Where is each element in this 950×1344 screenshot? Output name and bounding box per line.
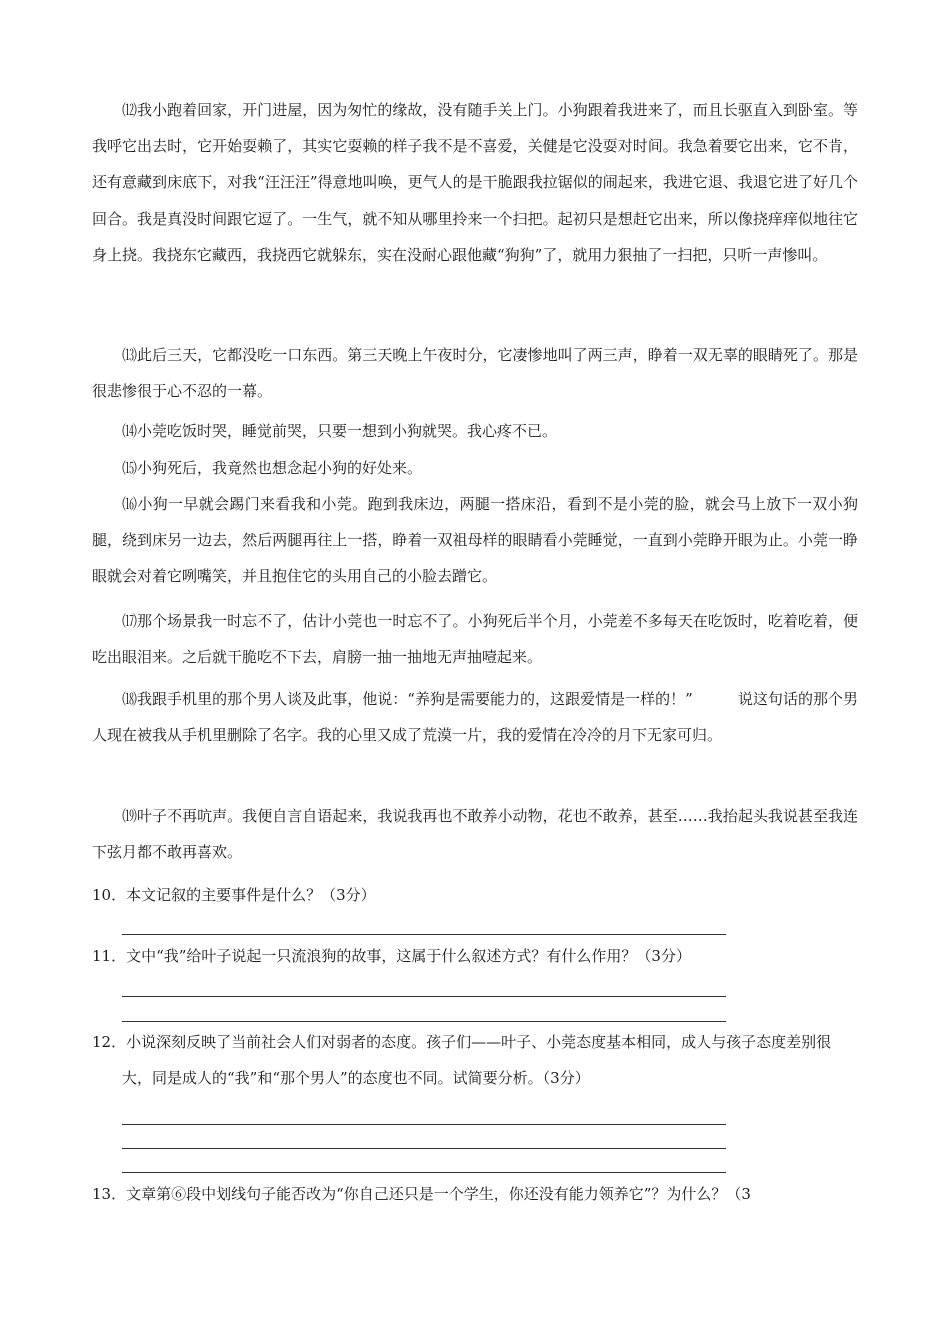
paragraph-17: ⒄那个场景我一时忘不了，估计小莞也一时忘不了。小狗死后半个月，小莞差不多每天在吃饭时，吃着吃着，便吃出眼泪来。之后就干脆吃不下去，肩膀一抽一抽地无声抽噎起来。 [92, 612, 858, 667]
paragraph-13: ⒀此后三天，它都没吃一口东西。第三天晚上午夜时分，它凄惨地叫了两三声，睁着一双无辜的眼睛死了。那是很悲惨很于心不忍的一幕。 [92, 346, 858, 401]
paragraph-12: ⑿我小跑着回家，开门进屋，因为匆忙的缘故，没有随手关上门。小狗跟着我进来了，而且长驱直入到卧室。等我呼它出去时，它开始耍赖了，其实它耍赖的样子我不是不喜爱，关健是它没耍对时间。我急着要它出来，它不肯，还有意藏到床底下，对我“汪汪汪”得意地叫唤，更气人的是干脆跟我拉锯似的闹起来，我进它退、我退它进了好几个回合。我是真没时间跟它逗了。一生气，就不知从哪里拎来一个扫把。起初只是想赶它出来，所以像挠痒痒似地往它身上挠。我挠东它藏西，我挠西它就躲东，实在没耐心跟他藏“狗狗”了，就用力狠抽了一扫把，只听一声惨叫。 [92, 101, 858, 264]
paragraph-14: ⒁小莞吃饭时哭，睡觉前哭，只要一想到小狗就哭。我心疼不已。 [122, 422, 558, 440]
answer-line[interactable] [122, 1124, 726, 1125]
question-13: 13．文章第⑥段中划线句子能否改为“你自己还只是一个学生，你还没有能力领养它”？为什么？（3 [92, 1185, 751, 1203]
answer-line[interactable] [122, 1172, 726, 1173]
paragraph-19: ⒆叶子不再吭声。我便自言自语起来，我说我再也不敢养小动物，花也不敢养，甚至……我抬起头我说甚至我连下弦月都不敢再喜欢。 [92, 807, 858, 862]
paragraph-18: ⒅我跟手机里的那个男人谈及此事，他说：“养狗是需要能力的，这跟爱情是一样的！” 说这句话的那个男人现在被我从手机里删除了名字。我的心里又成了荒漠一片，我的爱情在冷冷的月下无家可归。 [92, 690, 858, 745]
paragraph-16: ⒃小狗一早就会踢门来看我和小莞。跑到我床边，两腿一搭床沿，看到不是小莞的脸，就会马上放下一双小狗腿，绕到床另一边去，然后两腿再往上一搭，睁着一双祖母样的眼睛看小莞睡觉，一直到小莞睁开眼为止。小莞一睁眼就会对着它咧嘴笑，并且抱住它的头用自己的小脸去蹭它。 [92, 495, 858, 586]
question-10: 10．本文记叙的主要事件是什么？（3分） [92, 886, 376, 904]
answer-line[interactable] [122, 1148, 726, 1149]
answer-line[interactable] [122, 934, 726, 935]
question-12: 12．小说深刻反映了当前社会人们对弱者的态度。孩子们——叶子、小莞态度基本相同，成人与孩子态度差别很大，同是成人的“我”和“那个男人”的态度也不同。试简要分析。（3分） [92, 1033, 832, 1087]
question-11: 11．文中“我”给叶子说起一只流浪狗的故事，这属于什么叙述方式？有什么作用？（3分） [92, 947, 691, 965]
answer-line[interactable] [122, 996, 726, 997]
answer-line[interactable] [122, 1021, 726, 1022]
paragraph-15: ⒂小狗死后，我竟然也想念起小狗的好处来。 [122, 459, 423, 477]
